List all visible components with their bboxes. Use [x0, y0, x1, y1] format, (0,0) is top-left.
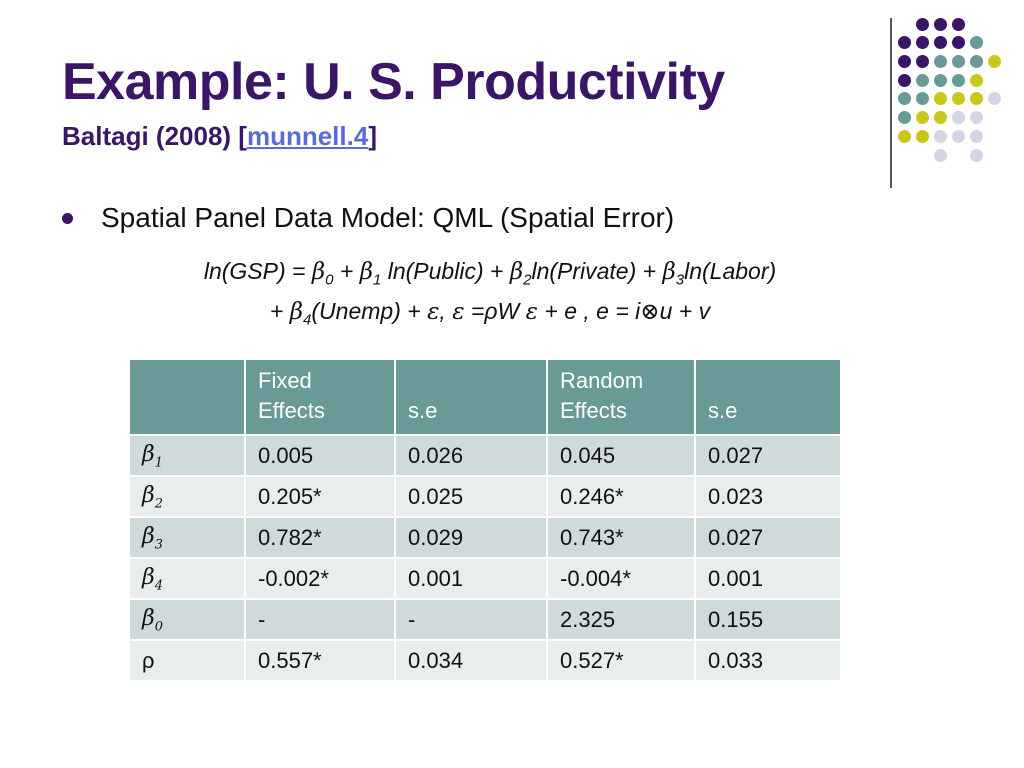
header-cell-param — [129, 359, 245, 435]
bullet-item — [62, 202, 674, 234]
table-row — [129, 435, 841, 476]
decor-dot — [916, 92, 929, 105]
decor-dot — [952, 18, 965, 31]
header-cell-fixed-effects — [245, 359, 395, 435]
header-fixed-effects-label: Fixed Effects — [258, 368, 325, 423]
formula-line-1: $\ln(GSP) = \beta_0 + \beta_1$ ln(Public) + $\beta_2\ln(Private)$ + $\beta_3\ln(Labor)$ — [203, 258, 777, 289]
param-cell: ρ — [129, 640, 245, 681]
value-cell: 0.246* — [547, 476, 695, 517]
bullet-text: Spatial Panel Data Model: QML (Spatial Error) — [101, 202, 675, 233]
bullet-dot-icon — [62, 213, 73, 224]
subtitle-suffix: ] — [368, 121, 377, 151]
value-cell: 0.025 — [395, 476, 547, 517]
decor-dot — [916, 36, 929, 49]
decor-dot — [916, 74, 929, 87]
value-cell: 0.027 — [695, 517, 841, 558]
decor-dot — [970, 92, 983, 105]
value-cell: 0.557* — [245, 640, 395, 681]
decor-dot — [898, 55, 911, 68]
param-cell: $\beta_4$ — [129, 558, 245, 599]
decor-dot — [952, 74, 965, 87]
table-row — [129, 517, 841, 558]
value-cell: 0.001 — [395, 558, 547, 599]
decor-dot — [898, 92, 911, 105]
decor-dot — [988, 55, 1001, 68]
header-cell-se-fixed: s.e — [395, 359, 547, 435]
decor-dot — [952, 36, 965, 49]
header-cell-se-random: s.e — [695, 359, 841, 435]
decor-dot — [970, 111, 983, 124]
table-row — [129, 640, 841, 681]
decor-dot — [916, 55, 929, 68]
param-cell: $\beta_1$ — [129, 435, 245, 476]
value-cell: 0.155 — [695, 599, 841, 640]
decor-dot — [952, 55, 965, 68]
table-header-row — [129, 359, 841, 435]
decor-dot — [970, 130, 983, 143]
value-cell: 2.325 — [547, 599, 695, 640]
slide-subtitle — [62, 120, 377, 152]
decor-dot — [988, 92, 1001, 105]
decor-dot — [934, 92, 947, 105]
header-random-effects-label: Random Effects — [560, 368, 644, 423]
value-cell: - — [395, 599, 547, 640]
value-cell: -0.004* — [547, 558, 695, 599]
value-cell: -0.002* — [245, 558, 395, 599]
param-cell: $\beta_3$ — [129, 517, 245, 558]
value-cell: 0.045 — [547, 435, 695, 476]
subtitle-prefix: Baltagi (2008) [ — [62, 121, 247, 151]
formula-line-2: + $\beta_4(Unemp) + \varepsilon$, ε =ρW ε + e , e = i⊗u + v — [269, 298, 711, 329]
decorative-divider-line — [890, 18, 892, 188]
decor-dot — [952, 111, 965, 124]
value-cell: 0.026 — [395, 435, 547, 476]
decor-dot — [898, 111, 911, 124]
value-cell: 0.029 — [395, 517, 547, 558]
decor-dot — [898, 130, 911, 143]
decor-dot — [898, 36, 911, 49]
decor-dot — [934, 111, 947, 124]
decor-dot — [934, 36, 947, 49]
value-cell: 0.033 — [695, 640, 841, 681]
value-cell: - — [245, 599, 395, 640]
value-cell: 0.034 — [395, 640, 547, 681]
param-cell: $\beta_0$ — [129, 599, 245, 640]
table-row — [129, 558, 841, 599]
decor-dot — [916, 130, 929, 143]
decor-dot — [916, 111, 929, 124]
decor-dot — [916, 18, 929, 31]
value-cell: 0.027 — [695, 435, 841, 476]
param-cell: $\beta_2$ — [129, 476, 245, 517]
decor-dot — [952, 130, 965, 143]
decor-dot — [970, 36, 983, 49]
header-cell-random-effects — [547, 359, 695, 435]
munnell-link[interactable]: munnell.4 — [246, 121, 369, 151]
decor-dot — [934, 149, 947, 162]
decor-dot — [970, 55, 983, 68]
slide-title: Example: U. S. Productivity — [62, 53, 725, 111]
value-cell: 0.005 — [245, 435, 395, 476]
value-cell: 0.001 — [695, 558, 841, 599]
decor-dot — [934, 18, 947, 31]
value-cell: 0.205* — [245, 476, 395, 517]
value-cell: 0.782* — [245, 517, 395, 558]
decor-dot — [934, 55, 947, 68]
value-cell: 0.743* — [547, 517, 695, 558]
table-row — [129, 476, 841, 517]
decor-dot — [952, 92, 965, 105]
decor-dot — [934, 74, 947, 87]
decor-dot — [970, 149, 983, 162]
value-cell: 0.527* — [547, 640, 695, 681]
decor-dot — [970, 74, 983, 87]
table-row — [129, 599, 841, 640]
value-cell: 0.023 — [695, 476, 841, 517]
decor-dot — [898, 74, 911, 87]
decor-dot — [934, 130, 947, 143]
results-table — [128, 358, 842, 682]
